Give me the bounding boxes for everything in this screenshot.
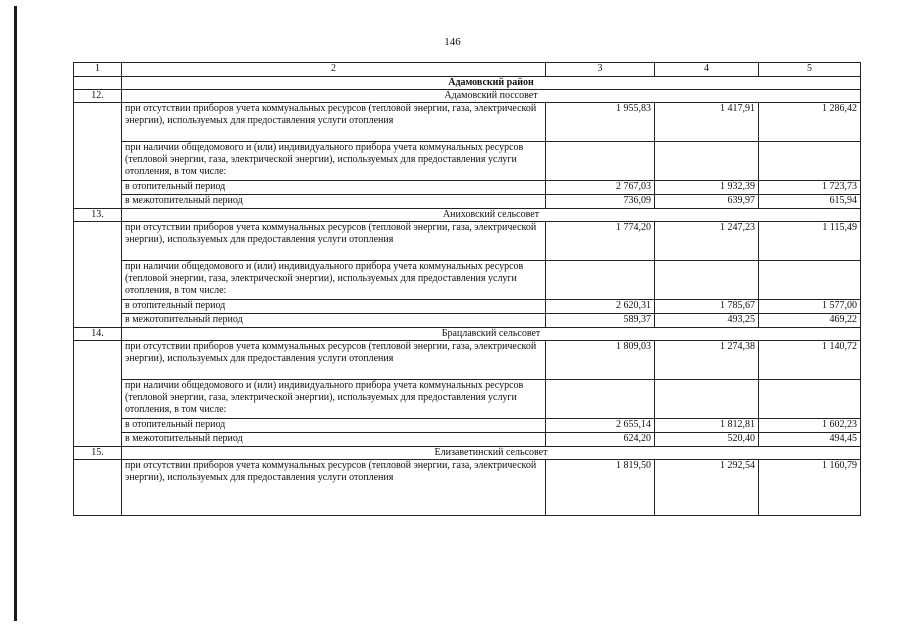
- tariff-table-body: [74, 63, 861, 516]
- settlement-row: [74, 328, 861, 341]
- column-number: 1: [74, 63, 122, 77]
- page-number: 146: [444, 36, 461, 48]
- settlement-row: [74, 90, 861, 103]
- tariff-value: [655, 380, 759, 419]
- column-number: 4: [655, 63, 759, 77]
- tariff-value: 469,22: [759, 314, 861, 328]
- row-number-spacer: [74, 460, 122, 516]
- tariff-value: [655, 142, 759, 181]
- tariff-value: 1 417,91: [655, 103, 759, 142]
- no-meters-row-label: при отсутствии приборов учета коммунальных ресурсов (тепловой энергии, газа, электрической энергии), используемых для предоставления услуги отопления: [122, 222, 546, 261]
- off-heating-period-row-label: в межотопительный период: [122, 195, 546, 209]
- settlement-row: [74, 447, 861, 460]
- no-meters-row: [74, 103, 861, 142]
- tariff-value: 1 774,20: [546, 222, 655, 261]
- tariff-value: 1 160,79: [759, 460, 861, 516]
- tariff-value: 1 785,67: [655, 300, 759, 314]
- tariff-value: [759, 380, 861, 419]
- tariff-value: 1 286,42: [759, 103, 861, 142]
- tariff-value: 1 723,73: [759, 181, 861, 195]
- tariff-value: 520,40: [655, 433, 759, 447]
- heating-period-row-label: в отопительный период: [122, 300, 546, 314]
- tariff-value: 639,97: [655, 195, 759, 209]
- tariff-value: [546, 142, 655, 181]
- tariff-value: 624,20: [546, 433, 655, 447]
- with-meters-row: [74, 142, 861, 181]
- tariff-value: 1 115,49: [759, 222, 861, 261]
- with-meters-row-label: при наличии общедомового и (или) индивидуального прибора учета коммунальных ресурсов (тепловой энергии, газа, электрической энергии), используемых для предоставления услуги отопления, в том числе:: [122, 142, 546, 181]
- off-heating-period-row-label: в межотопительный период: [122, 314, 546, 328]
- tariff-value: [759, 261, 861, 300]
- district-number-cell: [74, 77, 122, 90]
- no-meters-row-label: при отсутствии приборов учета коммунальных ресурсов (тепловой энергии, газа, электрической энергии), используемых для предоставления услуги отопления: [122, 341, 546, 380]
- tariff-value: 615,94: [759, 195, 861, 209]
- with-meters-row-label: при наличии общедомового и (или) индивидуального прибора учета коммунальных ресурсов (тепловой энергии, газа, электрической энергии), используемых для предоставления услуги отопления, в том числе:: [122, 380, 546, 419]
- tariff-value: 1 577,00: [759, 300, 861, 314]
- with-meters-row: [74, 380, 861, 419]
- row-number: 12.: [74, 90, 122, 103]
- row-number-spacer: [74, 103, 122, 209]
- row-number-spacer: [74, 341, 122, 447]
- tariff-value: [655, 261, 759, 300]
- column-number-row: [74, 63, 861, 77]
- scan-border: [14, 6, 17, 621]
- tariff-value: 1 809,03: [546, 341, 655, 380]
- settlement-name: Аниховский сельсовет: [122, 209, 861, 222]
- tariff-value: 2 620,31: [546, 300, 655, 314]
- tariff-value: 494,45: [759, 433, 861, 447]
- no-meters-row-label: при отсутствии приборов учета коммунальных ресурсов (тепловой энергии, газа, электрической энергии), используемых для предоставления услуги отопления: [122, 103, 546, 142]
- district-title: Адамовский район: [122, 77, 861, 90]
- tariff-value: 1 140,72: [759, 341, 861, 380]
- column-number: 2: [122, 63, 546, 77]
- tariff-value: [546, 380, 655, 419]
- off-heating-period-row: [74, 314, 861, 328]
- heating-period-row: [74, 300, 861, 314]
- tariff-value: 1 602,23: [759, 419, 861, 433]
- heating-period-row-label: в отопительный период: [122, 419, 546, 433]
- row-number: 13.: [74, 209, 122, 222]
- tariff-value: 1 932,39: [655, 181, 759, 195]
- row-number: 14.: [74, 328, 122, 341]
- settlement-name: Брацлавский сельсовет: [122, 328, 861, 341]
- with-meters-row: [74, 261, 861, 300]
- no-meters-row-label: при отсутствии приборов учета коммунальных ресурсов (тепловой энергии, газа, электрической энергии), используемых для предоставления услуги отопления: [122, 460, 546, 516]
- settlement-name: Адамовский поссовет: [122, 90, 861, 103]
- no-meters-row: [74, 222, 861, 261]
- tariff-table: [73, 62, 861, 516]
- off-heating-period-row-label: в межотопительный период: [122, 433, 546, 447]
- row-number: 15.: [74, 447, 122, 460]
- heating-period-row: [74, 181, 861, 195]
- no-meters-row: [74, 460, 861, 516]
- tariff-value: 1 292,54: [655, 460, 759, 516]
- tariff-value: 1 274,38: [655, 341, 759, 380]
- tariff-value: 589,37: [546, 314, 655, 328]
- heating-period-row-label: в отопительный период: [122, 181, 546, 195]
- settlement-row: [74, 209, 861, 222]
- off-heating-period-row: [74, 433, 861, 447]
- tariff-value: 2 767,03: [546, 181, 655, 195]
- tariff-value: [759, 142, 861, 181]
- district-row: [74, 77, 861, 90]
- tariff-value: 736,09: [546, 195, 655, 209]
- tariff-value: 1 819,50: [546, 460, 655, 516]
- tariff-value: 1 247,23: [655, 222, 759, 261]
- heating-period-row: [74, 419, 861, 433]
- tariff-value: 493,25: [655, 314, 759, 328]
- with-meters-row-label: при наличии общедомового и (или) индивидуального прибора учета коммунальных ресурсов (тепловой энергии, газа, электрической энергии), используемых для предоставления услуги отопления, в том числе:: [122, 261, 546, 300]
- column-number: 5: [759, 63, 861, 77]
- off-heating-period-row: [74, 195, 861, 209]
- tariff-value: 1 955,83: [546, 103, 655, 142]
- no-meters-row: [74, 341, 861, 380]
- settlement-name: Елизаветинский сельсовет: [122, 447, 861, 460]
- tariff-value: [546, 261, 655, 300]
- tariff-value: 1 812,81: [655, 419, 759, 433]
- tariff-value: 2 655,14: [546, 419, 655, 433]
- column-number: 3: [546, 63, 655, 77]
- row-number-spacer: [74, 222, 122, 328]
